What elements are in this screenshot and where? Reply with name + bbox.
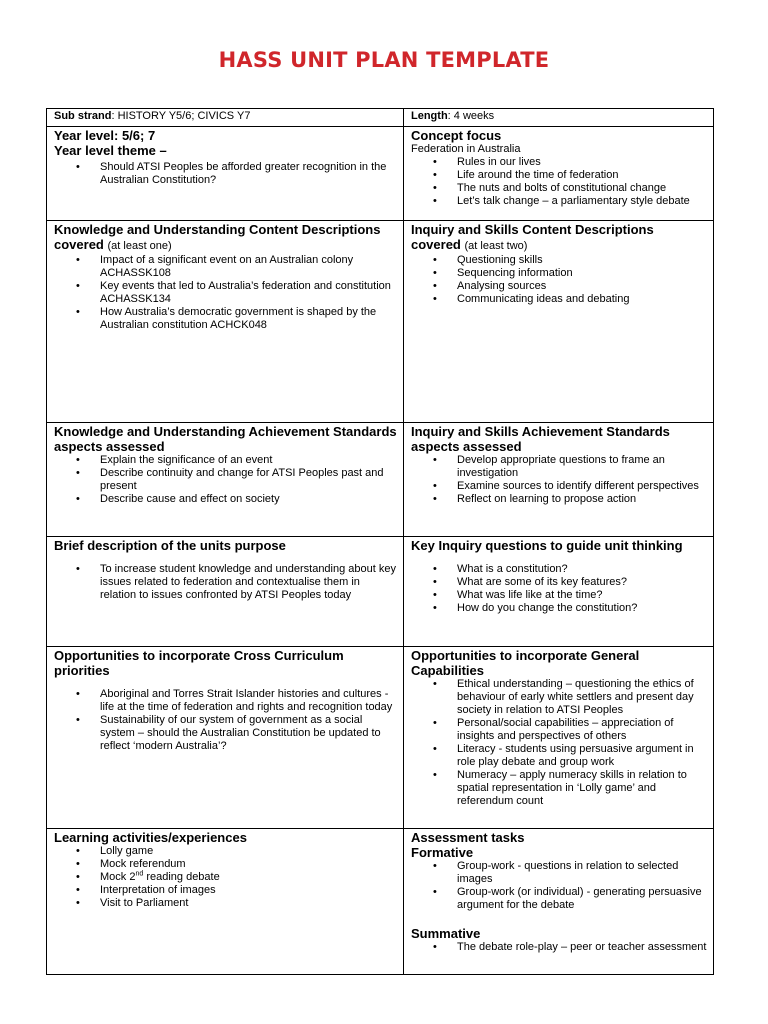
list-item: • Communicating ideas and debating bbox=[411, 293, 707, 306]
is-content-heading-text: Inquiry and Skills Content Descriptions covered bbox=[411, 222, 654, 252]
year-level: Year level: 5/6; 7 bbox=[54, 128, 156, 143]
assessment-heading: Assessment tasks bbox=[411, 830, 525, 845]
list-item: • Key events that led to Australia’s federation and constitution ACHASSK134 bbox=[54, 280, 397, 306]
ku-content-cell bbox=[47, 221, 404, 423]
table-row bbox=[47, 221, 714, 423]
list-item: • Describe cause and effect on society bbox=[54, 493, 397, 506]
list-item: • Ethical understanding – questioning the ethics of behaviour of early white settlers and present day society in relation to ATSI Peoples bbox=[411, 678, 707, 717]
concept-focus-cell bbox=[404, 127, 714, 221]
list-item: • Reflect on learning to propose action bbox=[411, 493, 707, 506]
list-item: • Explain the significance of an event bbox=[54, 454, 397, 467]
list-item: • Personal/social capabilities – appreciation of insights and perspectives of others bbox=[411, 717, 707, 743]
list-item: • Rules in our lives bbox=[411, 156, 707, 169]
ku-content-heading-text: Knowledge and Understanding Content Descriptions covered bbox=[54, 222, 381, 252]
ku-content-heading bbox=[54, 222, 397, 254]
table-row bbox=[47, 109, 714, 127]
list-item: • Should ATSI Peoples be afforded greater recognition in the Australian Constitution? bbox=[54, 161, 397, 187]
list-item: • The nuts and bolts of constitutional change bbox=[411, 182, 707, 195]
list-item: • Numeracy – apply numeracy skills in relation to spatial representation in ‘Lolly game’ and referendum count bbox=[411, 769, 707, 808]
length-label: Length bbox=[411, 110, 448, 122]
ordinal-suffix: nd bbox=[135, 870, 144, 878]
concept-focus-subheading: Federation in Australia bbox=[411, 143, 521, 155]
is-achievement-heading: Inquiry and Skills Achievement Standards aspects assessed bbox=[411, 424, 670, 454]
list-item: • Interpretation of images bbox=[54, 884, 397, 897]
substrand-cell bbox=[47, 109, 404, 127]
learning-activities-heading: Learning activities/experiences bbox=[54, 830, 247, 845]
cross-curriculum-heading: Opportunities to incorporate Cross Curriculum priorities bbox=[54, 648, 344, 678]
table-row bbox=[47, 647, 714, 829]
list-item: • Sustainability of our system of government as a social system – should the Australian Constitution be updated to reflect ‘modern Australia’? bbox=[54, 714, 397, 753]
list-item: • Impact of a significant event on an Australian colony ACHASSK108 bbox=[54, 254, 397, 280]
summative-label: Summative bbox=[411, 926, 481, 941]
list-item: • The debate role-play – peer or teacher assessment bbox=[411, 941, 707, 954]
list-item: • Let’s talk change – a parliamentary style debate bbox=[411, 195, 707, 208]
is-achievement-cell bbox=[404, 423, 714, 537]
concept-focus-heading: Concept focus bbox=[411, 128, 502, 143]
list-item: • Literacy - students using persuasive argument in role play debate and group work bbox=[411, 743, 707, 769]
purpose-heading: Brief description of the units purpose bbox=[54, 538, 286, 553]
table-row bbox=[47, 127, 714, 221]
assessment-cell bbox=[404, 829, 714, 975]
list-item: • Aboriginal and Torres Strait Islander histories and cultures - life at the time of federation and rights and recognition today bbox=[54, 688, 397, 714]
table-row bbox=[47, 423, 714, 537]
list-item: • Questioning skills bbox=[411, 254, 707, 267]
ku-achievement-heading: Knowledge and Understanding Achievement Standards aspects assessed bbox=[54, 424, 397, 454]
learning-activities-cell bbox=[47, 829, 404, 975]
purpose-cell bbox=[47, 537, 404, 647]
key-inquiry-cell bbox=[404, 537, 714, 647]
list-item: • Sequencing information bbox=[411, 267, 707, 280]
cross-curriculum-cell bbox=[47, 647, 404, 829]
table-row bbox=[47, 537, 714, 647]
length-cell bbox=[404, 109, 714, 127]
length-value: : 4 weeks bbox=[447, 110, 495, 122]
list-item: • How do you change the constitution? bbox=[411, 602, 707, 615]
formative-label: Formative bbox=[411, 845, 474, 860]
is-content-cell bbox=[404, 221, 714, 423]
table-row bbox=[47, 829, 714, 975]
list-item bbox=[54, 871, 397, 884]
mock-reading-rest: reading debate bbox=[143, 871, 220, 883]
ku-content-note: (at least one) bbox=[107, 240, 172, 252]
year-level-cell bbox=[47, 127, 404, 221]
list-item: • What is a constitution? bbox=[411, 563, 707, 576]
mock-reading-text: Mock 2 bbox=[100, 871, 136, 883]
key-inquiry-heading: Key Inquiry questions to guide unit thinking bbox=[411, 538, 683, 553]
list-item: • How Australia’s democratic government is shaped by the Australian constitution ACHCK048 bbox=[54, 306, 397, 332]
list-item: • To increase student knowledge and understanding about key issues related to federation and contextualise them in relation to issues confronted by ATSI Peoples today bbox=[54, 563, 397, 602]
year-level-theme-label: Year level theme – bbox=[54, 143, 167, 158]
ku-achievement-cell bbox=[47, 423, 404, 537]
list-item: • Visit to Parliament bbox=[54, 897, 397, 910]
list-item: • Describe continuity and change for ATSI Peoples past and present bbox=[54, 467, 397, 493]
list-item: • Examine sources to identify different perspectives bbox=[411, 480, 707, 493]
general-capabilities-heading: Opportunities to incorporate General Capabilities bbox=[411, 648, 640, 678]
list-item: • Lolly game bbox=[54, 845, 397, 858]
list-item: • Analysing sources bbox=[411, 280, 707, 293]
list-item: • Develop appropriate questions to frame an investigation bbox=[411, 454, 707, 480]
substrand-value: : HISTORY Y5/6; CIVICS Y7 bbox=[111, 110, 251, 122]
is-content-heading bbox=[411, 222, 707, 254]
list-item: • What are some of its key features? bbox=[411, 576, 707, 589]
list-item: • Group-work - questions in relation to selected images bbox=[411, 860, 707, 886]
list-item: • Group-work (or individual) - generating persuasive argument for the debate bbox=[411, 886, 707, 912]
list-item: • Life around the time of federation bbox=[411, 169, 707, 182]
substrand-label: Sub strand bbox=[54, 110, 112, 122]
page-title: HASS UNIT PLAN TEMPLATE bbox=[218, 48, 550, 72]
is-content-note: (at least two) bbox=[464, 240, 528, 252]
list-item: • What was life like at the time? bbox=[411, 589, 707, 602]
unit-plan-table bbox=[46, 108, 714, 975]
general-capabilities-cell bbox=[404, 647, 714, 829]
list-item: • Mock referendum bbox=[54, 858, 397, 871]
